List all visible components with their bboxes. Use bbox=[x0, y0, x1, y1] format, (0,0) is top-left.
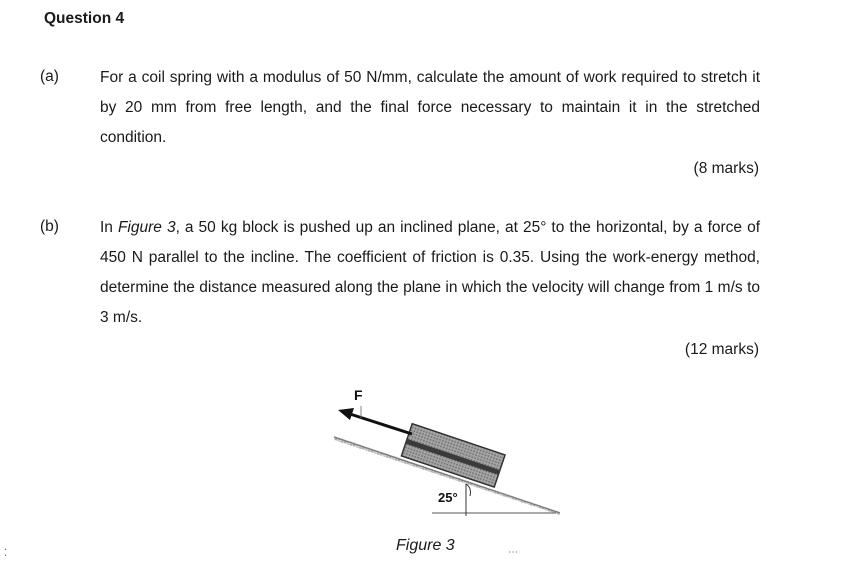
part-b-text-after: , a 50 kg block is pushed up an inclined plane, at 25° to the horizontal, by a force of 450 N parallel to the incline. The coefficient of friction is 0.35. Using the work-energy method, determine the distance measured along the plane in which the velocity will change from 1 m/s to 3 m/s. bbox=[100, 219, 760, 326]
part-b-text bbox=[100, 213, 760, 333]
angle-arc bbox=[466, 484, 471, 496]
scan-mark: ⋯ bbox=[508, 547, 518, 558]
figure-3-diagram bbox=[320, 378, 570, 528]
part-b-text-before: In bbox=[100, 219, 118, 236]
question-title: Question 4 bbox=[44, 10, 125, 27]
part-b-label: (b) bbox=[40, 218, 59, 235]
part-a-label: (a) bbox=[40, 68, 59, 85]
force-label: F bbox=[354, 387, 363, 403]
part-b-figure-ref: Figure 3 bbox=[117, 219, 176, 236]
part-a-text: For a coil spring with a modulus of 50 N/mm, calculate the amount of work required to stretch it by 20 mm from free length, and the final force necessary to maintain it in the stretched condition. bbox=[100, 69, 760, 146]
scan-mark: ⁚ bbox=[4, 548, 8, 559]
part-b-marks: (12 marks) bbox=[684, 341, 759, 358]
part-a-marks: (8 marks) bbox=[693, 160, 759, 177]
angle-label: 25° bbox=[438, 490, 458, 505]
figure-caption: Figure 3 bbox=[396, 537, 455, 554]
force-arrow bbox=[338, 408, 412, 434]
